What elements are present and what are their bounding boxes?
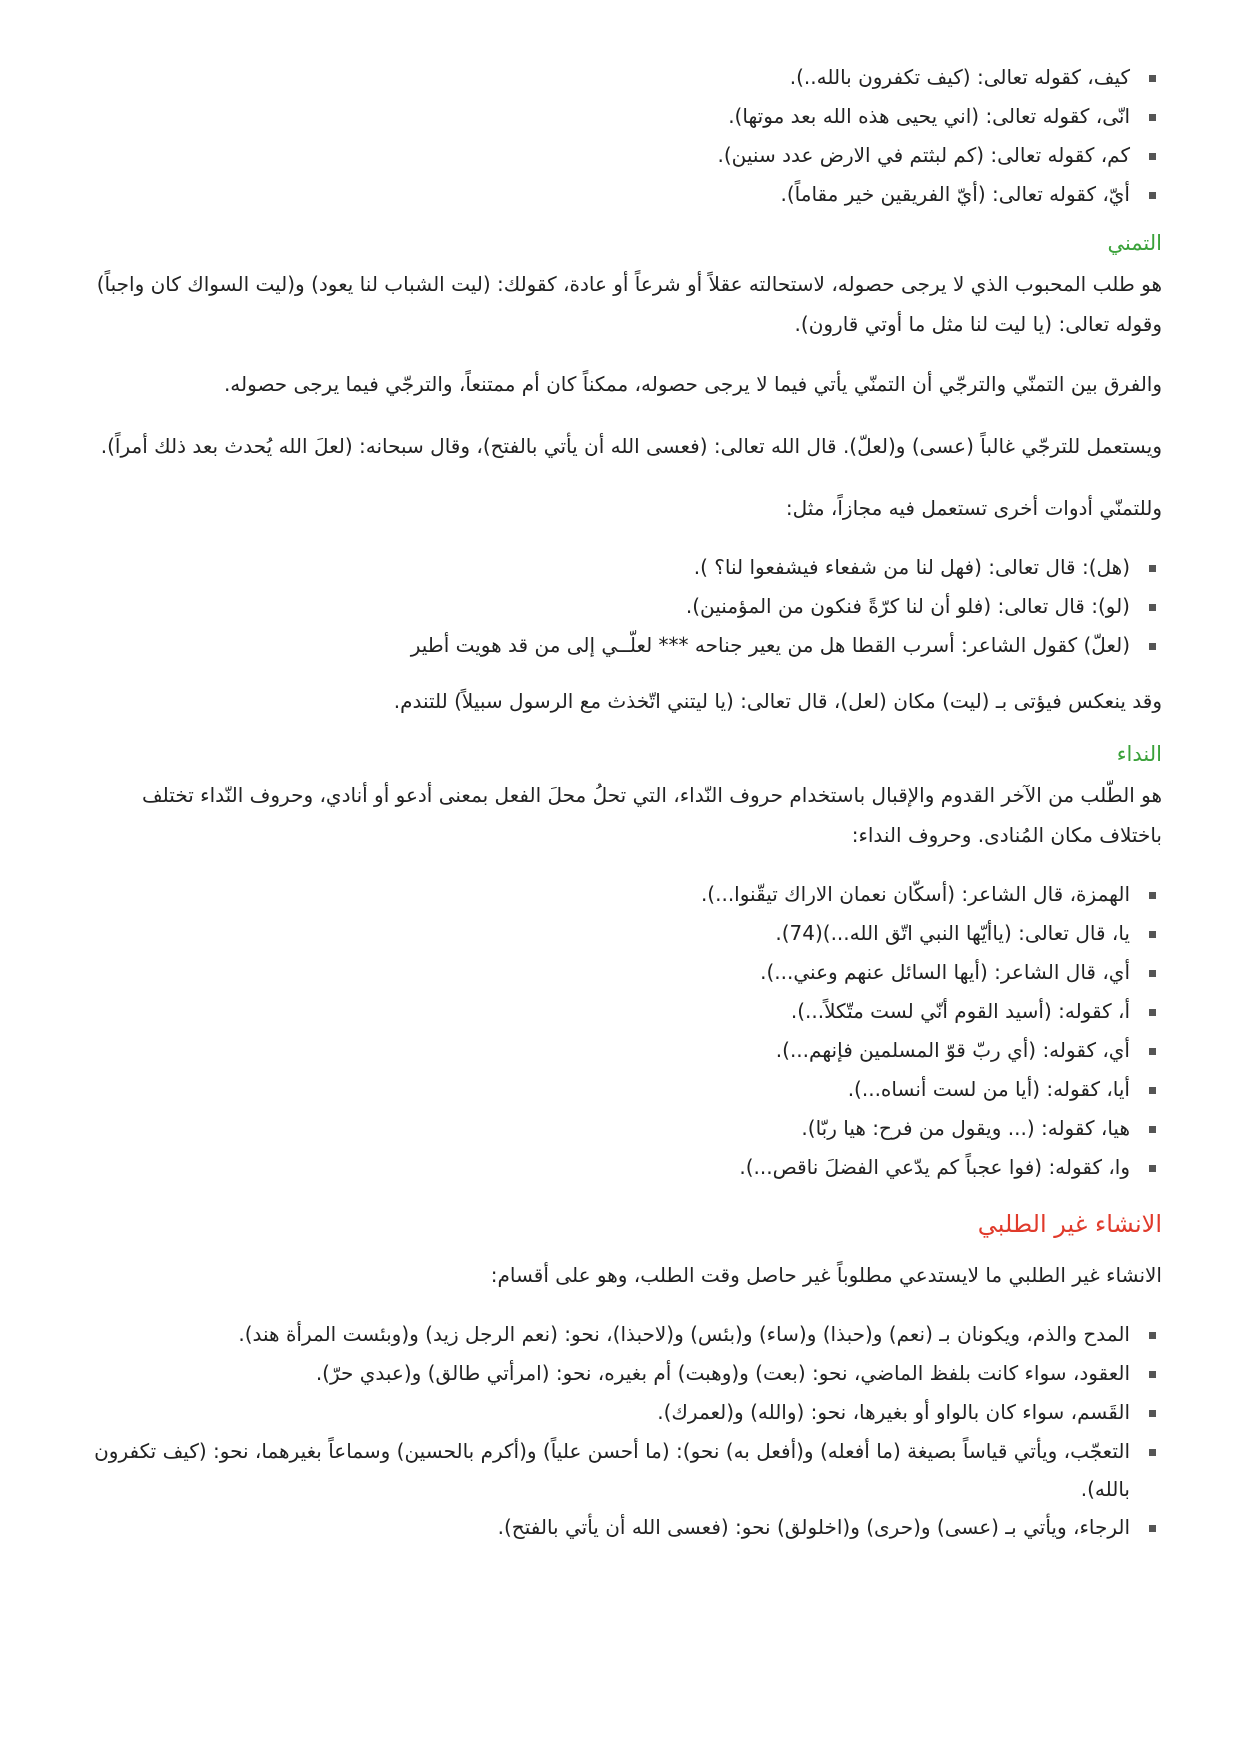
tamanni-reverse: وقد ينعكس فيؤتى بـ (ليت) مكان (لعل)، قال تعالى: (يا ليتني اتّخذث مع الرسول سبيلاً) للتندم. bbox=[393, 689, 1162, 713]
list-item: العقود، سواء كانت بلفظ الماضي، نحو: (بعت) و(وهبت) أم بغيره، نحو: (امرأتي طالق) و(عبدي حرّ). bbox=[80, 1354, 1162, 1393]
nida-heading: النداء bbox=[1116, 742, 1162, 766]
nida-letters-list bbox=[80, 875, 1162, 1187]
list-item: أ، كقوله: (أسيد القوم أنّي لست متّكلاً...). bbox=[80, 992, 1162, 1031]
list-item: كم، كقوله تعالى: (كم لبثتم في الارض عدد سنين). bbox=[80, 136, 1162, 175]
tamanni-tools-list bbox=[80, 548, 1162, 665]
list-item: الرجاء، ويأتي بـ (عسى) و(حرى) و(اخلولق) نحو: (فعسى الله أن يأتي بالفتح). bbox=[80, 1508, 1162, 1547]
list-item: هيا، كقوله: (... ويقول من فرح: هيا ربّا). bbox=[80, 1109, 1162, 1148]
list-item: (لعلّ) كقول الشاعر: أسرب القطا هل من يعير جناحه *** لعلّــي إلى من قد هويت أطير bbox=[80, 626, 1162, 665]
list-item: التعجّب، ويأتي قياساً بصيغة (ما أفعله) و(أفعل به) نحو): (ما أحسن علياً) و(أكرم بالحسين) وسماعاً بغيرهما، نحو: (كيف تكفرون بالله). bbox=[80, 1432, 1162, 1508]
list-item: القَسم، سواء كان بالواو أو بغيرها، نحو: (والله) و(لعمرك). bbox=[80, 1393, 1162, 1432]
tamanni-difference: والفرق بين التمنّي والترجّي أن التمنّي يأتي فيما لا يرجى حصوله، ممكناً كان أم ممتنعاً، والترجّي فيما يرجى حصوله. bbox=[223, 372, 1162, 396]
list-item: (هل): قال تعالى: (فهل لنا من شفعاء فيشفعوا لنا؟ ). bbox=[80, 548, 1162, 587]
nida-definition: هو الطّلب من الآخر القدوم والإقبال باستخدام حروف النّداء، التي تحلُ محلَ الفعل بمعنى أدعو أو أنادي، وحروف النّداء تختلف باختلاف مكان المُنادى. وحروف النداء: bbox=[141, 783, 1162, 847]
tamanni-heading: التمني bbox=[1107, 231, 1162, 255]
tamanni-tools-intro: وللتمنّي أدوات أخرى تستعمل فيه مجازاً، مثل: bbox=[785, 496, 1162, 520]
list-item: انّى، كقوله تعالى: (اني يحيى هذه الله بعد موتها). bbox=[80, 97, 1162, 136]
tamanni-definition: هو طلب المحبوب الذي لا يرجى حصوله، لاستحالته عقلاً أو شرعاً أو عادة، كقولك: (ليت الشباب لنا يعود) و(ليت السواك كان واجباً) وقوله تعالى: (يا ليت لنا مثل ما أوتي قارون). bbox=[96, 272, 1162, 336]
list-item: وا، كقوله: (فوا عجباً كم يدّعي الفضلَ ناقص...). bbox=[80, 1148, 1162, 1187]
list-item: كيف، كقوله تعالى: (كيف تكفرون بالله..). bbox=[80, 58, 1162, 97]
list-item: أي، قال الشاعر: (أيها السائل عنهم وعني...). bbox=[80, 953, 1162, 992]
list-item: (لو): قال تعالى: (فلو أن لنا كرّةً فنكون من المؤمنين). bbox=[80, 587, 1162, 626]
interrogatives-list bbox=[80, 58, 1162, 214]
non-request-intro: الانشاء غير الطلبي ما لايستدعي مطلوباً غير حاصل وقت الطلب، وهو على أقسام: bbox=[490, 1263, 1162, 1287]
non-request-heading: الانشاء غير الطلبي bbox=[977, 1210, 1162, 1238]
list-item: أيّ، كقوله تعالى: (أيّ الفريقين خير مقاماً). bbox=[80, 175, 1162, 214]
list-item: أيا، كقوله: (أيا من لست أنساه...). bbox=[80, 1070, 1162, 1109]
list-item: يا، قال تعالى: (ياأيّها النبي اتّق الله...)(74). bbox=[80, 914, 1162, 953]
list-item: الهمزة، قال الشاعر: (أسكّان نعمان الاراك تيقّنوا...). bbox=[80, 875, 1162, 914]
tamanni-usage: ويستعمل للترجّي غالباً (عسى) و(لعلّ). قال الله تعالى: (فعسى الله أن يأتي بالفتح)، وقال سبحانه: (لعلَ الله يُحدث بعد ذلك أمراً). bbox=[100, 434, 1162, 458]
list-item: المدح والذم، ويكونان بـ (نعم) و(حبذا) و(ساء) و(بئس) و(لاحبذا)، نحو: (نعم الرجل زيد) و(وبئست المرأة هند). bbox=[80, 1315, 1162, 1354]
non-request-types-list bbox=[80, 1315, 1162, 1547]
list-item: أي، كقوله: (أي ربّ قوّ المسلمين فإنهم...). bbox=[80, 1031, 1162, 1070]
